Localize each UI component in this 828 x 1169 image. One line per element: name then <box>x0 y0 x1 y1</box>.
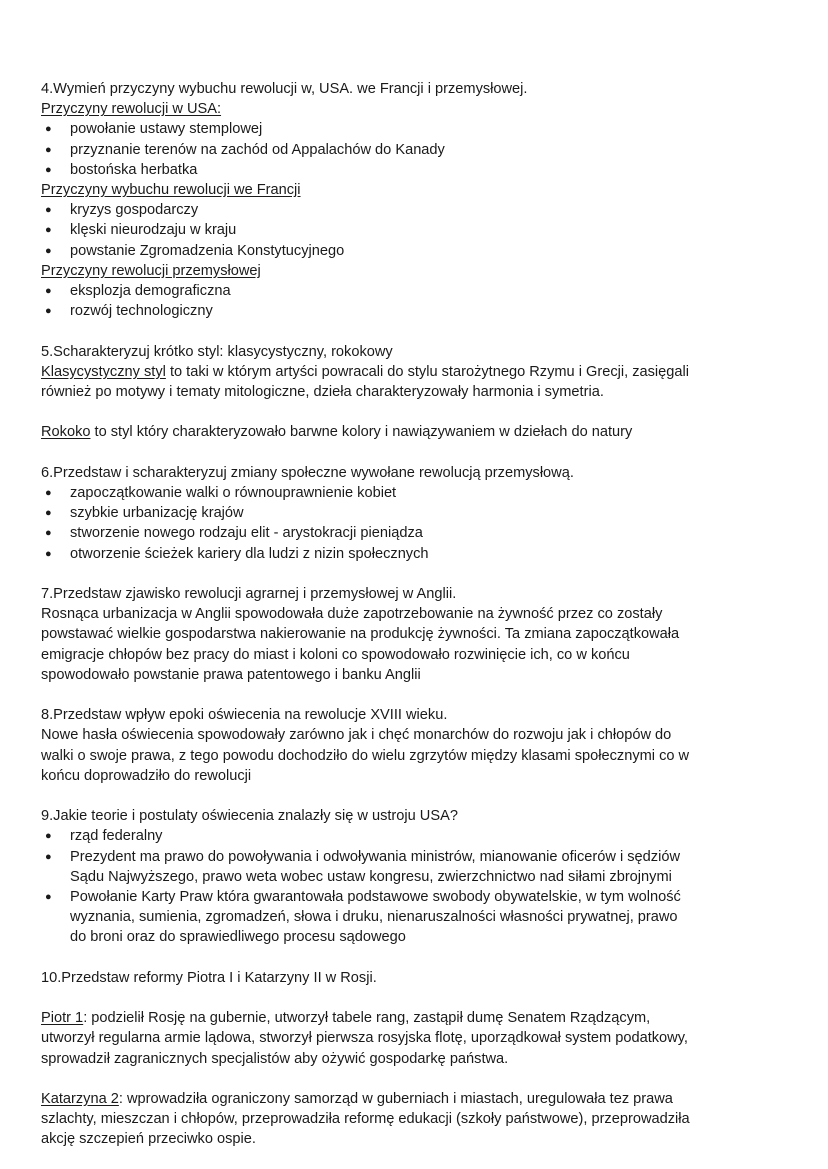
question-4-heading: 4.Wymień przyczyny wybuchu rewolucji w, USA. we Francji i przemysłowej. <box>41 81 528 97</box>
question-10-heading: 10.Przedstaw reformy Piotra I i Katarzyny II w Rosji. <box>41 969 377 986</box>
list-item: ● eksplozja demograficzna <box>41 281 731 301</box>
q8-text-line: Nowe hasła oświecenia spowodowały zarówno jak i chęć monarchów do rozwoju jak i chłopów do <box>41 727 672 744</box>
piotr-term: Piotr 1 <box>41 1010 84 1027</box>
list-item <box>41 887 731 948</box>
classicism-line-2: również po motywy i tematy mitologiczne, dzieła charakteryzowały harmonia i symetria. <box>41 384 604 401</box>
rococo-text: to styl który charakteryzowało barwne kolory i nawiązywaniem w dziełach do natury <box>90 424 633 441</box>
q8-text-line: końcu doprowadziło do rewolucji <box>41 767 252 784</box>
list-item: ● zapoczątkowanie walki o równouprawnienie kobiet <box>41 483 731 503</box>
q7-text-line: Rosnąca urbanizacja w Anglii spowodowała duże zapotrzebowanie na żywność przez co zostały <box>41 606 663 623</box>
usa-system-list <box>41 826 731 947</box>
list-item: ● bostońska herbatka <box>41 160 731 180</box>
social-changes-list <box>41 483 731 564</box>
piotr-line-2: utworzył regularna armie lądowa, stworzył pierwsza rosyjska flotę, uporządkował system podatkowy, <box>41 1030 688 1047</box>
list-item: ● powstanie Zgromadzenia Konstytucyjnego <box>41 241 731 261</box>
katarzyna-line-1 <box>41 1089 731 1109</box>
list-item: ● przyznanie terenów na zachód od Appalachów do Kanady <box>41 140 731 160</box>
list-item-line: ● Powołanie Karty Praw która gwarantowała podstawowe swobody obywatelskie, w tym wolność <box>70 889 681 906</box>
q7-text-line: emigracje chłopów bez pracy do miast i koloni co spowodowało rozwinięcie ich, co w końcu <box>41 646 630 663</box>
q7-text-line: powstawać wielkie gospodarstwa nakierowanie na produkcję żywności. Ta zmiana zapoczątkowała <box>41 626 680 643</box>
piotr-text: : podzielił Rosję na gubernie, utworzył tabele rang, zastąpił dumę Senatem Rządzącym, <box>83 1010 651 1027</box>
question-8-heading: 8.Przedstaw wpływ epoki oświecenia na rewolucje XVIII wieku. <box>41 707 448 724</box>
list-item: ● powołanie ustawy stemplowej <box>41 119 731 139</box>
rococo-term: Rokoko <box>41 424 91 441</box>
list-item-line: Sądu Najwyższego, prawo weta wobec ustaw kongresu, zwierzchnictwo nad siłami zbrojnymi <box>70 868 672 885</box>
question-7-heading: 7.Przedstaw zjawisko rewolucji agrarnej i przemysłowej w Anglii. <box>41 586 457 603</box>
france-causes-title: Przyczyny wybuchu rewolucji we Francji <box>41 182 301 199</box>
list-item: ● stworzenie nowego rodzaju elit - arystokracji pieniądza <box>41 523 731 543</box>
katarzyna-term: Katarzyna 2 <box>41 1091 119 1108</box>
question-5-heading: 5.Scharakteryzuj krótko styl: klasycystyczny, rokokowy <box>41 343 393 360</box>
piotr-line-3: sprowadził zagranicznych specjalistów aby ożywić gospodarkę państwa. <box>41 1050 509 1067</box>
classicism-line-1 <box>41 362 731 382</box>
classicism-term: Klasycystyczny styl <box>41 363 166 380</box>
question-9-heading: 9.Jakie teorie i postulaty oświecenia znalazły się w ustroju USA? <box>41 808 458 825</box>
rococo-line <box>41 422 731 442</box>
usa-causes-title: Przyczyny rewolucji w USA: <box>41 101 222 118</box>
q8-text-line: walki o swoje prawa, z tego powodu dochodziło do wielu zgrzytów między klasami społecznymi co w <box>41 747 690 764</box>
list-item: ● kryzys gospodarczy <box>41 200 731 220</box>
list-item-line: wyznania, sumienia, zgromadzeń, słowa i druku, nienaruszalności własności prywatnej, prawo <box>70 909 678 926</box>
list-item <box>41 847 731 887</box>
list-item: ● klęski nieurodzaju w kraju <box>41 220 731 240</box>
list-item-line: do broni oraz do sprawiedliwego procesu sądowego <box>70 929 406 946</box>
katarzyna-line-3: akcję szczepień przeciwko ospie. <box>41 1131 256 1148</box>
katarzyna-line-2: szlachty, mieszczan i chłopów, przeprowadziła reformę edukacji (szkoły państwowe), przeprowadziła <box>41 1111 690 1128</box>
classicism-text: to taki w którym artyści powracali do stylu starożytnego Rzymu i Grecji, zasięgali <box>165 363 690 380</box>
list-item: ● rząd federalny <box>41 826 731 846</box>
question-6-heading: 6.Przedstaw i scharakteryzuj zmiany społeczne wywołane rewolucją przemysłową. <box>41 464 574 481</box>
france-causes-list <box>41 200 731 261</box>
industrial-causes-list <box>41 281 731 321</box>
list-item: ● rozwój technologiczny <box>41 301 731 321</box>
industrial-causes-title: Przyczyny rewolucji przemysłowej <box>41 262 261 279</box>
piotr-line-1 <box>41 1008 731 1028</box>
q7-text-line: spowodowało powstanie prawa patentowego i banku Anglii <box>41 666 421 683</box>
katarzyna-text: : wprowadziła ograniczony samorząd w guberniach i miastach, uregulowała tez prawa <box>118 1091 673 1108</box>
list-item: ● otworzenie ścieżek kariery dla ludzi z nizin społecznych <box>41 544 731 564</box>
list-item: ● szybkie urbanizację krajów <box>41 503 731 523</box>
usa-causes-list <box>41 119 731 180</box>
document-page <box>41 79 731 1150</box>
list-item-line: ● Prezydent ma prawo do powoływania i odwoływania ministrów, mianowanie oficerów i sędziów <box>70 848 680 865</box>
